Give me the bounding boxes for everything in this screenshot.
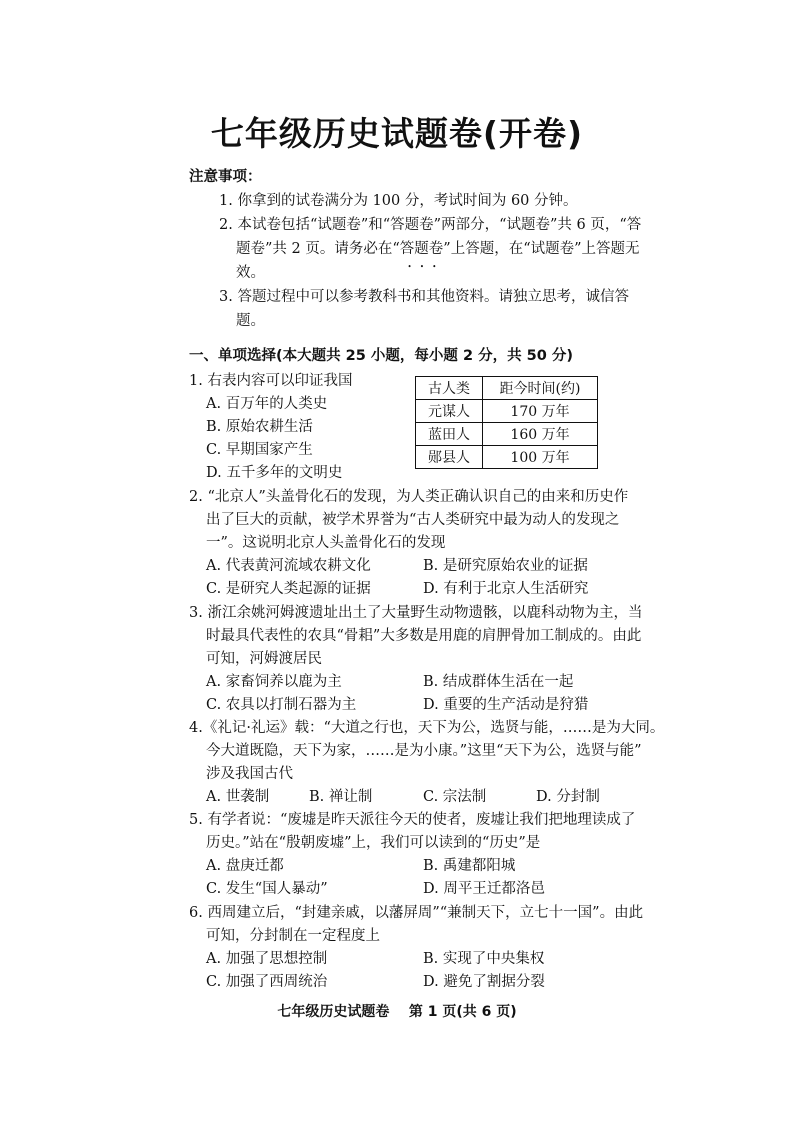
question-2-option-d: D. 有利于北京人生活研究 xyxy=(423,581,589,597)
question-1-option-c: C. 早期国家产生 xyxy=(206,442,313,458)
table-row xyxy=(416,400,598,423)
notice-text: ”上答题，在“试题卷”上答题无 xyxy=(443,241,640,257)
section-heading: 一、单项选择(本大题共 25 小题，每小题 2 分，共 50 分) xyxy=(189,348,573,364)
question-6-option-d: D. 避免了割据分裂 xyxy=(423,974,545,990)
notice-item-3-line-1: 3. 答题过程中可以参考教科书和其他资料。请独立思考，诚信答 xyxy=(219,289,629,305)
question-4-line-2: 今大道既隐，天下为家，……是为小康。”这里“天下为公，选贤与能” xyxy=(206,743,642,759)
question-5-option-b: B. 禹建都阳城 xyxy=(423,858,516,874)
question-2-option-a: A. 代表黄河流域农耕文化 xyxy=(206,558,371,574)
question-2-option-b: B. 是研究原始农业的证据 xyxy=(423,558,588,574)
exam-title: 七年级历史试题卷(开卷) xyxy=(210,114,584,153)
question-5-option-a: A. 盘庚迁都 xyxy=(206,858,284,874)
question-2-line-2: 出了巨大的贡献，被学术界誉为“古人类研究中最为动人的发现之 xyxy=(206,512,620,528)
question-3-line-3: 可知，河姆渡居民 xyxy=(206,651,322,667)
question-6-option-c: C. 加强了西周统治 xyxy=(206,974,328,990)
question-6-line-1: 6. 西周建立后，“封建亲戚，以藩屏周”“兼制天下，立七十一国”。由此 xyxy=(189,905,644,921)
notice-text: 题卷”共 2 页。请务必在“ xyxy=(236,241,400,257)
table-cell: 170 万年 xyxy=(483,400,598,423)
table-header-cell: 距今时间(约) xyxy=(483,377,598,400)
question-5-line-1: 5. 有学者说：“废墟是昨天派往今天的使者，废墟让我们把地理读成了 xyxy=(189,812,636,828)
emphasis-answer-sheet: 答题卷 • • • xyxy=(400,239,444,259)
question-2-line-1: 2. “北京人”头盖骨化石的发现，为人类正确认识自己的由来和历史作 xyxy=(189,489,629,505)
question-4-line-3: 涉及我国古代 xyxy=(206,766,293,782)
ancient-humans-table xyxy=(415,376,598,469)
question-1-stem: 1. 右表内容可以印证我国 xyxy=(189,373,353,389)
question-5-option-d: D. 周平王迁都洛邑 xyxy=(423,881,545,897)
question-6-option-b: B. 实现了中央集权 xyxy=(423,951,545,967)
question-5-option-c: C. 发生“国人暴动” xyxy=(206,881,328,897)
table-header-cell: 古人类 xyxy=(416,377,483,400)
question-1-option-d: D. 五千多年的文明史 xyxy=(206,465,343,481)
table-row xyxy=(416,423,598,446)
question-4-option-d: D. 分封制 xyxy=(536,789,600,805)
table-cell: 蓝田人 xyxy=(416,423,483,446)
notice-item-2-line-1: 2. 本试卷包括“试题卷”和“答题卷”两部分，“试题卷”共 6 页，“答 xyxy=(219,217,642,233)
table-cell: 元谋人 xyxy=(416,400,483,423)
question-4-option-a: A. 世袭制 xyxy=(206,789,270,805)
table-cell: 郧县人 xyxy=(416,446,483,469)
table-header-row xyxy=(416,377,598,400)
question-4-line-1: 4.《礼记·礼运》载：“大道之行也，天下为公，选贤与能，……是为大同。 xyxy=(189,720,665,736)
question-4-option-c: C. 宗法制 xyxy=(423,789,487,805)
notice-item-2-line-2 xyxy=(236,239,640,259)
question-1-option-b: B. 原始农耕生活 xyxy=(206,419,313,435)
question-3-line-2: 时最具代表性的农具“骨耜”大多数是用鹿的肩胛骨加工制成的。由此 xyxy=(206,628,642,644)
notice-item-1: 1. 你拿到的试卷满分为 100 分，考试时间为 60 分钟。 xyxy=(219,193,578,209)
table-row xyxy=(416,446,598,469)
question-4-option-b: B. 禅让制 xyxy=(309,789,373,805)
question-5-line-2: 历史。”站在“殷朝废墟”上，我们可以读到的“历史”是 xyxy=(206,835,541,851)
page-footer: 七年级历史试题卷 第 1 页(共 6 页) xyxy=(277,1004,517,1020)
table-cell: 100 万年 xyxy=(483,446,598,469)
notice-heading: 注意事项： xyxy=(189,169,262,185)
question-3-option-c: C. 农具以打制石器为主 xyxy=(206,697,357,713)
question-1-option-a: A. 百万年的人类史 xyxy=(206,396,328,412)
question-2-option-c: C. 是研究人类起源的证据 xyxy=(206,581,371,597)
question-6-option-a: A. 加强了思想控制 xyxy=(206,951,328,967)
notice-item-3-line-2: 题。 xyxy=(236,313,265,329)
table-cell: 160 万年 xyxy=(483,423,598,446)
question-3-option-a: A. 家畜饲养以鹿为主 xyxy=(206,674,342,690)
question-2-line-3: 一”。这说明北京人头盖骨化石的发现 xyxy=(206,535,446,551)
question-6-line-2: 可知，分封制在一定程度上 xyxy=(206,928,380,944)
question-3-line-1: 3. 浙江余姚河姆渡遗址出土了大量野生动物遗骸，以鹿科动物为主，当 xyxy=(189,605,643,621)
question-3-option-b: B. 结成群体生活在一起 xyxy=(423,674,574,690)
notice-item-2-line-3: 效。 xyxy=(236,265,265,281)
question-3-option-d: D. 重要的生产活动是狩猎 xyxy=(423,697,589,713)
